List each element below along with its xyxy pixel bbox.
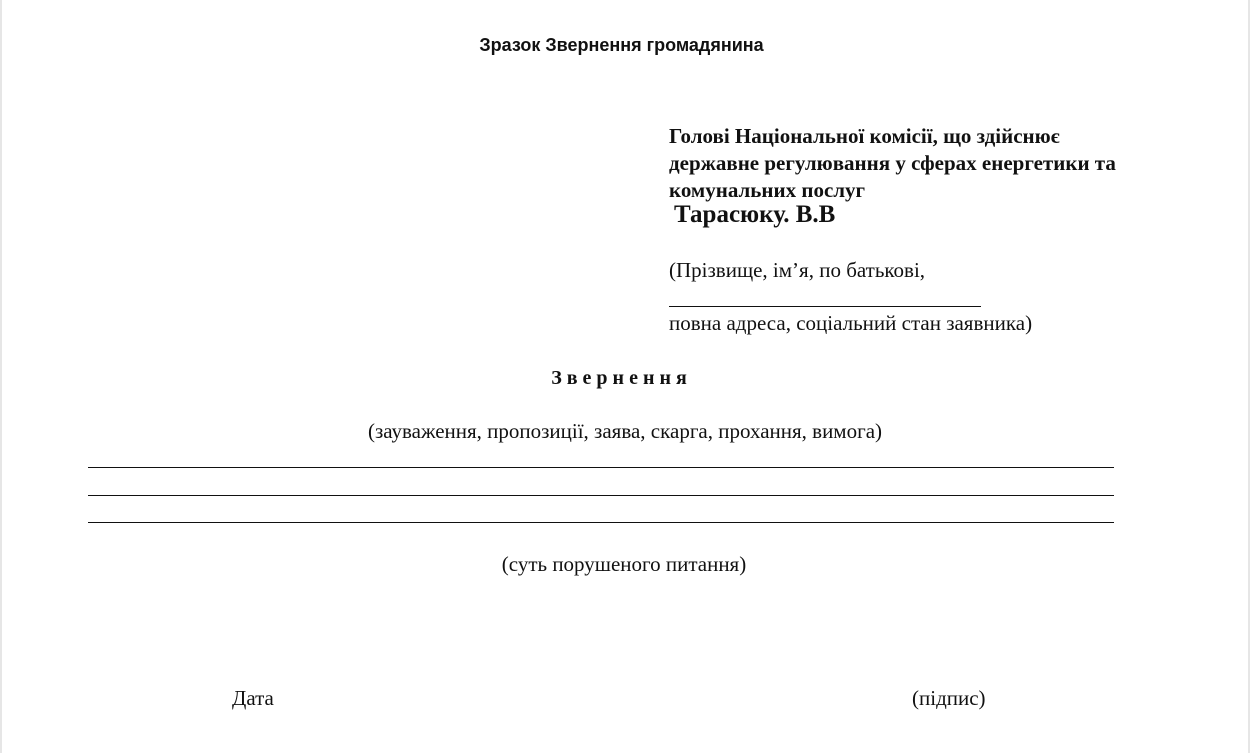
- applicant-fill-line: [669, 306, 981, 307]
- addressee-block: [669, 123, 1229, 204]
- appeal-heading: Звернення: [551, 367, 692, 389]
- date-label: Дата: [232, 686, 274, 710]
- addressee-position-line: Голові Національної комісії, що здійснює: [669, 124, 1060, 148]
- write-line: [88, 495, 1114, 496]
- write-line: [88, 467, 1114, 468]
- appeal-essence-caption: (суть порушеного питання): [501, 552, 747, 576]
- signature-label: (підпис): [912, 686, 986, 710]
- addressee-position-line: державне регулювання у сферах енергетики та: [669, 151, 1116, 175]
- appeal-types: (зауваження, пропозиції, заява, скарга, прохання, вимога): [367, 419, 883, 443]
- sample-title: Зразок Звернення громадянина: [479, 35, 764, 55]
- applicant-info-line1: (Прізвище, ім’я, по батькові,: [669, 258, 926, 282]
- addressee-name: Тарасюку. В.В: [674, 201, 836, 228]
- addressee-position-line: комунальних послуг: [669, 178, 866, 202]
- applicant-info-line2: повна адреса, соціальний стан заявника): [669, 311, 1033, 335]
- write-line: [88, 522, 1114, 523]
